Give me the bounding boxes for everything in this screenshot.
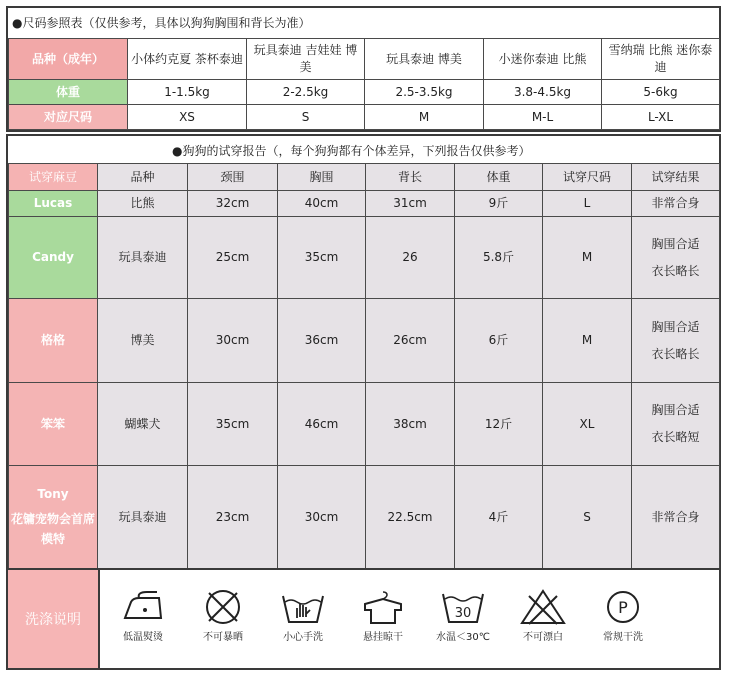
weight-cell: 1-1.5kg [128,80,247,105]
row-label-weight: 体重 [9,80,128,105]
chest-value: 35cm [278,217,366,299]
weight-cell: 2-2.5kg [247,80,365,105]
size-value: L [543,191,632,217]
header-result: 试穿结果 [632,164,720,191]
back-value: 26cm [366,299,455,383]
size-value: S [543,466,632,569]
size-cell: M-L [484,105,602,130]
no-tumble-dry-icon [199,588,247,626]
care-label: 洗涤说明 [8,570,100,668]
model-name-title: 花镛宠物会首席模特 [11,511,96,546]
header-weight: 体重 [455,164,543,191]
result-line: 衣长略长 [651,346,700,361]
header-back: 背长 [366,164,455,191]
care-caption: 低温熨烫 [123,632,163,643]
weight-cell: 2.5-3.5kg [365,80,484,105]
chest-value: 46cm [278,383,366,466]
result-line: 胸围合适 [651,236,700,251]
wash-30-icon [439,588,487,626]
care-caption: 常规干洗 [603,632,643,643]
row-label-size: 对应尺码 [9,105,128,130]
care-item [346,588,420,643]
weight-value: 4斤 [455,466,543,569]
neck-value: 25cm [188,217,278,299]
chest-value: 30cm [278,466,366,569]
care-caption: 小心手洗 [283,632,323,643]
header-breed: 品种 [98,164,188,191]
size-chart-title: ●尺码参照表（仅供参考，具体以狗狗胸围和背长为准） [12,16,311,30]
neck-value: 23cm [188,466,278,569]
size-value: XL [543,383,632,466]
weight-value: 5.8斤 [455,217,543,299]
size-value: M [543,217,632,299]
chest-value: 36cm [278,299,366,383]
weight-value: 6斤 [455,299,543,383]
model-name: Lucas [9,191,98,217]
back-value: 31cm [366,191,455,217]
size-cell: M [365,105,484,130]
care-item [106,588,180,643]
care-item [426,588,500,643]
result-line: 胸围合适 [651,319,700,334]
weight-value: 12斤 [455,383,543,466]
result-line: 衣长略短 [651,430,700,444]
breed-cell: 玩具泰迪 博美 [365,39,484,80]
care-caption: 水温＜30℃ [436,632,490,643]
size-cell: XS [128,105,247,130]
result-line: 胸围合适 [651,403,700,417]
header-model: 试穿麻豆 [9,164,98,191]
care-item [586,588,660,643]
breed-value: 博美 [98,299,188,383]
dry-clean-letter: P [618,598,628,617]
size-value: M [543,299,632,383]
care-caption: 悬挂晾干 [363,632,403,643]
model-name [9,466,98,569]
care-item [506,588,580,643]
breed-value: 玩具泰迪 [98,217,188,299]
breed-cell: 小体约克夏 茶杯泰迪 [128,39,247,80]
care-caption: 不可暴晒 [203,632,243,643]
breed-cell: 玩具泰迪 吉娃娃 博美 [247,39,365,80]
size-cell: L-XL [602,105,720,130]
hand-wash-icon [279,588,327,626]
care-item [186,588,260,643]
back-value: 38cm [366,383,455,466]
result-value: 非常合身 [632,191,720,217]
breed-value: 比熊 [98,191,188,217]
size-chart-table [8,38,720,130]
breed-value: 玩具泰迪 [98,466,188,569]
neck-value: 30cm [188,299,278,383]
weight-cell: 5-6kg [602,80,720,105]
back-value: 22.5cm [366,466,455,569]
care-caption: 不可漂白 [523,632,563,643]
breed-cell: 雪纳瑞 比熊 迷你泰迪 [602,39,720,80]
weight-value: 9斤 [455,191,543,217]
result-value [632,383,720,466]
iron-low-icon [119,588,167,626]
care-section [6,568,721,670]
result-value: 非常合身 [632,466,720,569]
header-neck: 颈围 [188,164,278,191]
dry-clean-p-icon [599,588,647,626]
neck-value: 35cm [188,383,278,466]
fit-report-table [8,163,720,569]
result-value [632,299,720,383]
breed-value: 蝴蝶犬 [98,383,188,466]
model-name: Candy [9,217,98,299]
result-value [632,217,720,299]
chest-value: 40cm [278,191,366,217]
model-name-primary: Tony [37,486,69,501]
care-item [266,588,340,643]
header-try-size: 试穿尺码 [543,164,632,191]
row-label-breed: 品种（成年） [9,39,128,80]
wash-temp-number: 30 [454,606,472,621]
model-name: 格格 [9,299,98,383]
result-line: 衣长略长 [651,263,700,278]
header-chest: 胸围 [278,164,366,191]
fit-report-title: ●狗狗的试穿报告（，每个狗狗都有个体差异，下列报告仅供参考） [172,144,531,158]
no-bleach-icon [519,588,567,626]
breed-cell: 小迷你泰迪 比熊 [484,39,602,80]
neck-value: 32cm [188,191,278,217]
hang-dry-icon [359,588,407,626]
weight-cell: 3.8-4.5kg [484,80,602,105]
model-name: 笨笨 [9,383,98,466]
back-value: 26 [366,217,455,299]
size-cell: S [247,105,365,130]
